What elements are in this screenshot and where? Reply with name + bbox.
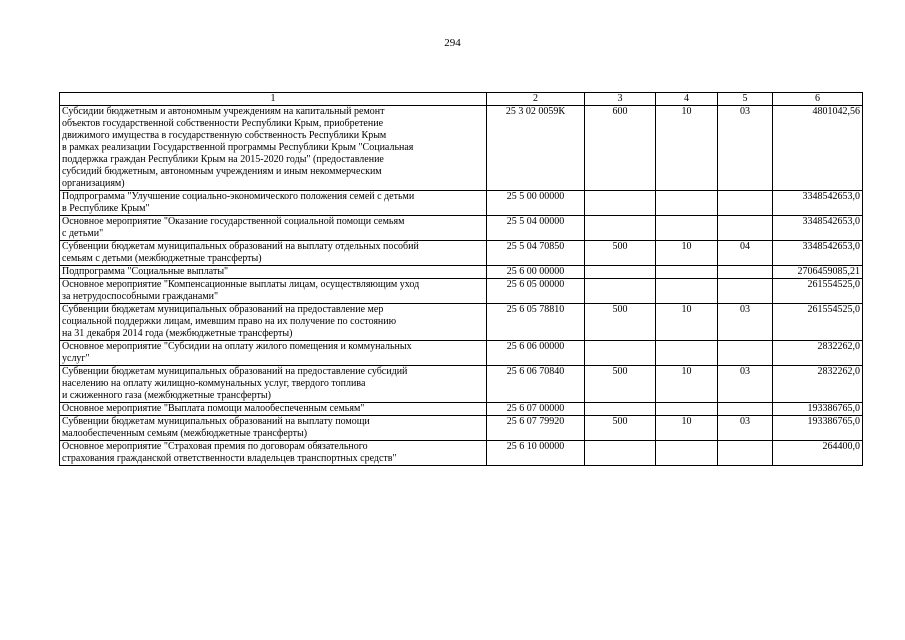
cell-amount: 261554525,0 [773, 304, 863, 341]
cell-amount: 261554525,0 [773, 279, 863, 304]
cell-subsection: 03 [718, 106, 773, 191]
cell-expense-type: 500 [585, 416, 656, 441]
table-header [60, 93, 863, 106]
cell-name: Основное мероприятие "Оказание государственной социальной помощи семьям с детьми" [60, 216, 487, 241]
cell-subsection [718, 191, 773, 216]
header-col-1: 1 [60, 93, 487, 106]
cell-expense-type: 500 [585, 366, 656, 403]
cell-amount: 193386765,0 [773, 403, 863, 416]
cell-amount: 2832262,0 [773, 366, 863, 403]
cell-name: Основное мероприятие "Выплата помощи малообеспеченным семьям" [60, 403, 487, 416]
table-row [60, 403, 863, 416]
cell-code: 25 3 02 0059К [487, 106, 585, 191]
cell-subsection [718, 341, 773, 366]
cell-subsection [718, 266, 773, 279]
cell-name: Субвенции бюджетам муниципальных образований на выплату отдельных пособий семьям с детьми (межбюджетные трансферты) [60, 241, 487, 266]
header-col-2: 2 [487, 93, 585, 106]
cell-name: Подпрограмма "Социальные выплаты" [60, 266, 487, 279]
cell-expense-type [585, 191, 656, 216]
cell-name: Субвенции бюджетам муниципальных образований на выплату помощи малообеспеченным семьям (межбюджетные трансферты) [60, 416, 487, 441]
cell-amount: 3348542653,0 [773, 191, 863, 216]
cell-expense-type: 500 [585, 241, 656, 266]
cell-code: 25 6 05 78810 [487, 304, 585, 341]
cell-subsection: 03 [718, 366, 773, 403]
table-row [60, 106, 863, 191]
header-col-4: 4 [656, 93, 718, 106]
cell-section [656, 441, 718, 466]
cell-section [656, 191, 718, 216]
cell-name: Основное мероприятие "Компенсационные выплаты лицам, осуществляющим уход за нетрудоспособными гражданами" [60, 279, 487, 304]
cell-section: 10 [656, 106, 718, 191]
cell-expense-type [585, 279, 656, 304]
cell-section [656, 341, 718, 366]
cell-name: Подпрограмма "Улучшение социально-экономического положения семей с детьми в Республике Крым" [60, 191, 487, 216]
cell-name: Субвенции бюджетам муниципальных образований на предоставление мер социальной поддержки лицам, имевшим право на их получение по состоянию на 31 декабря 2014 года (межбюджетные трансферты) [60, 304, 487, 341]
table-row [60, 441, 863, 466]
cell-amount: 2832262,0 [773, 341, 863, 366]
cell-name: Субсидии бюджетным и автономным учреждениям на капитальный ремонт объектов государственной собственности Республики Крым, приобретение движимого имущества в государственную собственность Республики Крым в рамках реализации Государственной программы Республики Крым "Социальная поддержка граждан Республики Крым на 2015-2020 годы" (предоставление субсидий бюджетным, автономным учреждениям и иным некоммерческим организациям) [60, 106, 487, 191]
cell-amount: 264400,0 [773, 441, 863, 466]
cell-code: 25 6 00 00000 [487, 266, 585, 279]
cell-code: 25 6 06 00000 [487, 341, 585, 366]
cell-expense-type [585, 216, 656, 241]
header-col-5: 5 [718, 93, 773, 106]
cell-section: 10 [656, 304, 718, 341]
budget-table [59, 92, 863, 466]
cell-expense-type [585, 341, 656, 366]
cell-name: Основное мероприятие "Субсидии на оплату жилого помещения и коммунальных услуг" [60, 341, 487, 366]
cell-expense-type: 600 [585, 106, 656, 191]
table-row [60, 304, 863, 341]
cell-section [656, 403, 718, 416]
cell-subsection: 03 [718, 416, 773, 441]
table-row [60, 241, 863, 266]
cell-name: Субвенции бюджетам муниципальных образований на предоставление субсидий населению на оплату жилищно-коммунальных услуг, твердого топлива и сжиженного газа (межбюджетные трансферты) [60, 366, 487, 403]
page-number: 294 [444, 37, 461, 49]
cell-expense-type [585, 441, 656, 466]
cell-amount: 3348542653,0 [773, 241, 863, 266]
header-col-3: 3 [585, 93, 656, 106]
cell-amount: 4801042,56 [773, 106, 863, 191]
table-row [60, 416, 863, 441]
cell-subsection [718, 403, 773, 416]
cell-code: 25 5 04 70850 [487, 241, 585, 266]
cell-subsection [718, 216, 773, 241]
table-row [60, 191, 863, 216]
cell-section [656, 266, 718, 279]
cell-amount: 2706459085,21 [773, 266, 863, 279]
cell-expense-type [585, 403, 656, 416]
cell-code: 25 6 06 70840 [487, 366, 585, 403]
cell-code: 25 6 07 79920 [487, 416, 585, 441]
cell-code: 25 6 10 00000 [487, 441, 585, 466]
cell-code: 25 6 05 00000 [487, 279, 585, 304]
table-row [60, 341, 863, 366]
cell-code: 25 5 04 00000 [487, 216, 585, 241]
table-row [60, 266, 863, 279]
cell-section [656, 279, 718, 304]
table-row [60, 279, 863, 304]
cell-subsection: 04 [718, 241, 773, 266]
header-col-6: 6 [773, 93, 863, 106]
cell-name: Основное мероприятие "Страховая премия по договорам обязательного страхования гражданской ответственности владельцев транспортных средств" [60, 441, 487, 466]
cell-expense-type: 500 [585, 304, 656, 341]
cell-subsection [718, 279, 773, 304]
cell-expense-type [585, 266, 656, 279]
cell-section: 10 [656, 416, 718, 441]
cell-subsection: 03 [718, 304, 773, 341]
cell-amount: 193386765,0 [773, 416, 863, 441]
cell-section: 10 [656, 366, 718, 403]
table-body [60, 106, 863, 466]
cell-subsection [718, 441, 773, 466]
header-row [60, 93, 863, 106]
cell-section [656, 216, 718, 241]
cell-code: 25 6 07 00000 [487, 403, 585, 416]
cell-section: 10 [656, 241, 718, 266]
cell-amount: 3348542653,0 [773, 216, 863, 241]
table-row [60, 216, 863, 241]
table-row [60, 366, 863, 403]
cell-code: 25 5 00 00000 [487, 191, 585, 216]
